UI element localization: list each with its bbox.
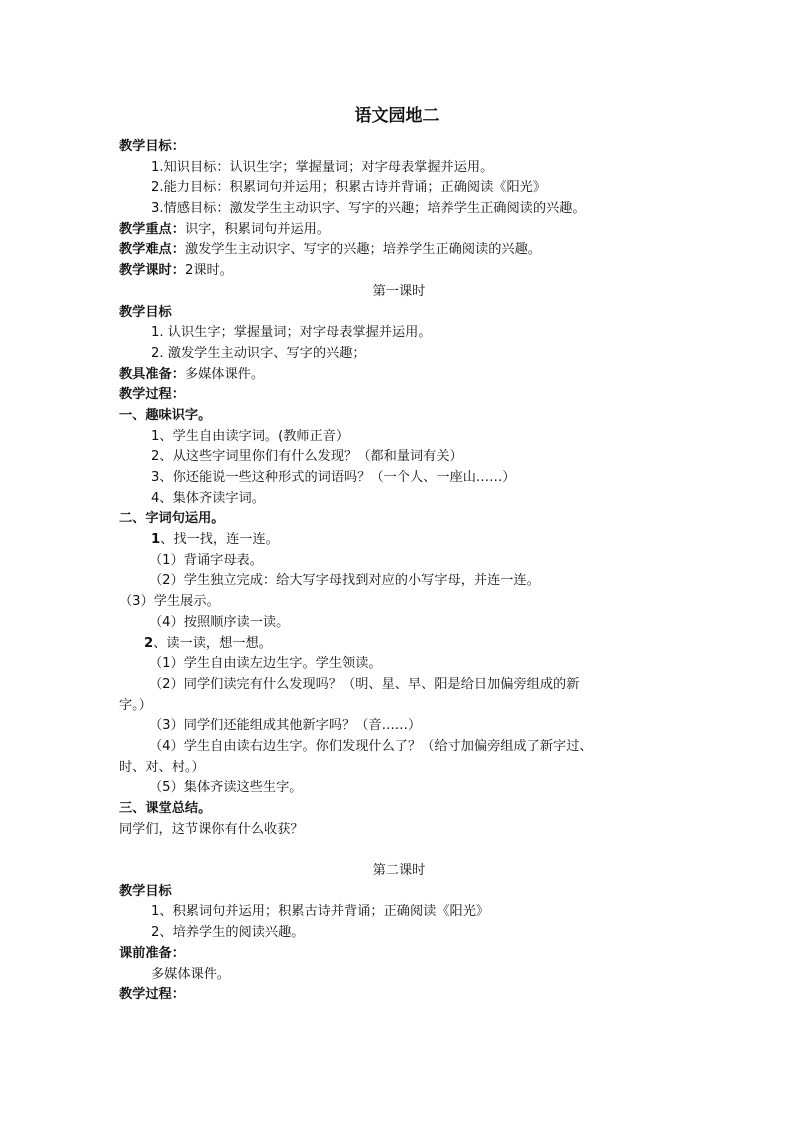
subsection1-number: 1 [151, 532, 161, 548]
lesson1-goals-heading: 教学目标 [119, 304, 172, 320]
hours-label: 教学课时： [119, 263, 185, 279]
subsection1-item: （3）学生展示。 [119, 594, 220, 610]
subsection1-heading [119, 530, 679, 551]
hours-text: 2课时。 [184, 263, 233, 279]
lesson1-goal-1: 1. 认识生字；掌握量词；对字母表掌握并运用。 [151, 325, 432, 341]
lesson1-heading: 第一课时 [372, 283, 426, 299]
difficulty-label: 教学难点： [119, 242, 185, 258]
lesson1-goal-2: 2. 激发学生主动识字、写字的兴趣； [151, 345, 366, 361]
lesson1-prep-text: 多媒体课件。 [184, 366, 265, 382]
subsection2-item-cont: 时、对、村。） [119, 759, 205, 775]
document-body [119, 137, 679, 1006]
section2-heading: 二、字词句运用。 [119, 511, 225, 527]
difficulty-text: 激发学生主动识字、写字的兴趣；培养学生正确阅读的兴趣。 [184, 242, 541, 258]
lesson1-process-heading: 教学过程： [119, 387, 185, 403]
lesson2-heading: 第二课时 [372, 863, 426, 879]
subsection2-item: （1）学生自由读左边生字。学生领读。 [149, 656, 382, 672]
key-points [119, 220, 679, 241]
lesson1-prep-label: 教具准备： [119, 366, 185, 382]
section3-heading: 三、课堂总结。 [119, 801, 212, 816]
key-text: 识字，积累词句并运用。 [184, 221, 330, 237]
goals-heading: 教学目标： [119, 139, 185, 154]
subsection2-item: （2）同学们读完有什么发现吗？（明、星、早、阳是给日加偏旁组成的新 [149, 676, 580, 692]
subsection2-number: 2 [144, 635, 154, 651]
goal-emotion: 3.情感目标：激发学生主动识字、写字的兴趣；培养学生正确阅读的兴趣。 [151, 201, 586, 217]
subsection1-item: （4）按照顺序读一读。 [149, 614, 290, 630]
lesson2-process-heading: 教学过程： [119, 987, 185, 1003]
section1-item: 2、从这些字词里你们有什么发现？（都和量词有关） [151, 449, 463, 465]
section1-item: 4、集体齐读字词。 [151, 490, 265, 506]
subsection1-item: （2）学生独立完成：给大写字母找到对应的小写字母，并连一连。 [149, 573, 540, 589]
subsection2-item: （4）学生自由读右边生字。你们发现什么了？（给寸加偏旁组成了新字过、 [149, 738, 593, 754]
page-title: 语文园地二 [354, 106, 440, 126]
section1-item: 3、你还能说一些这种形式的词语吗？（一个人、一座山……） [151, 470, 516, 485]
subsection2-item: （3）同学们还能组成其他新字吗？（音……） [149, 718, 422, 734]
teaching-hours [119, 261, 679, 282]
goal-knowledge: 1.知识目标：认识生字；掌握量词；对字母表掌握并运用。 [151, 159, 494, 175]
lesson2-goals-heading: 教学目标 [119, 883, 172, 899]
subsection2-item-cont: 字。） [119, 697, 152, 713]
key-label: 教学重点： [119, 221, 185, 237]
difficulty-points [119, 240, 679, 261]
blank-line [119, 840, 679, 861]
section3-text: 同学们，这节课你有什么收获？ [119, 821, 304, 837]
subsection1-item: （1）背诵字母表。 [149, 552, 263, 568]
section1-heading: 一、趣味识字。 [119, 407, 212, 423]
lesson2-prep-text: 多媒体课件。 [151, 966, 231, 982]
subsection2-text: 、读一读，想一想。 [153, 635, 272, 651]
subsection2-item: （5）集体齐读这些生字。 [149, 780, 303, 796]
lesson2-goal-2: 2、培养学生的阅读兴趣。 [151, 925, 305, 941]
lesson2-prep-heading: 课前准备： [119, 945, 185, 961]
lesson2-goal-1: 1、积累词句并运用；积累古诗并背诵；正确阅读《阳光》 [151, 904, 490, 920]
goal-ability: 2.能力目标：积累词句并运用；积累古诗并背诵；正确阅读《阳光》 [151, 180, 547, 196]
subsection2-heading [119, 634, 679, 655]
lesson1-prep [119, 365, 679, 386]
section1-item: 1、学生自由读字词。(教师正音） [151, 428, 350, 444]
subsection1-text: 、找一找，连一连。 [160, 532, 279, 548]
